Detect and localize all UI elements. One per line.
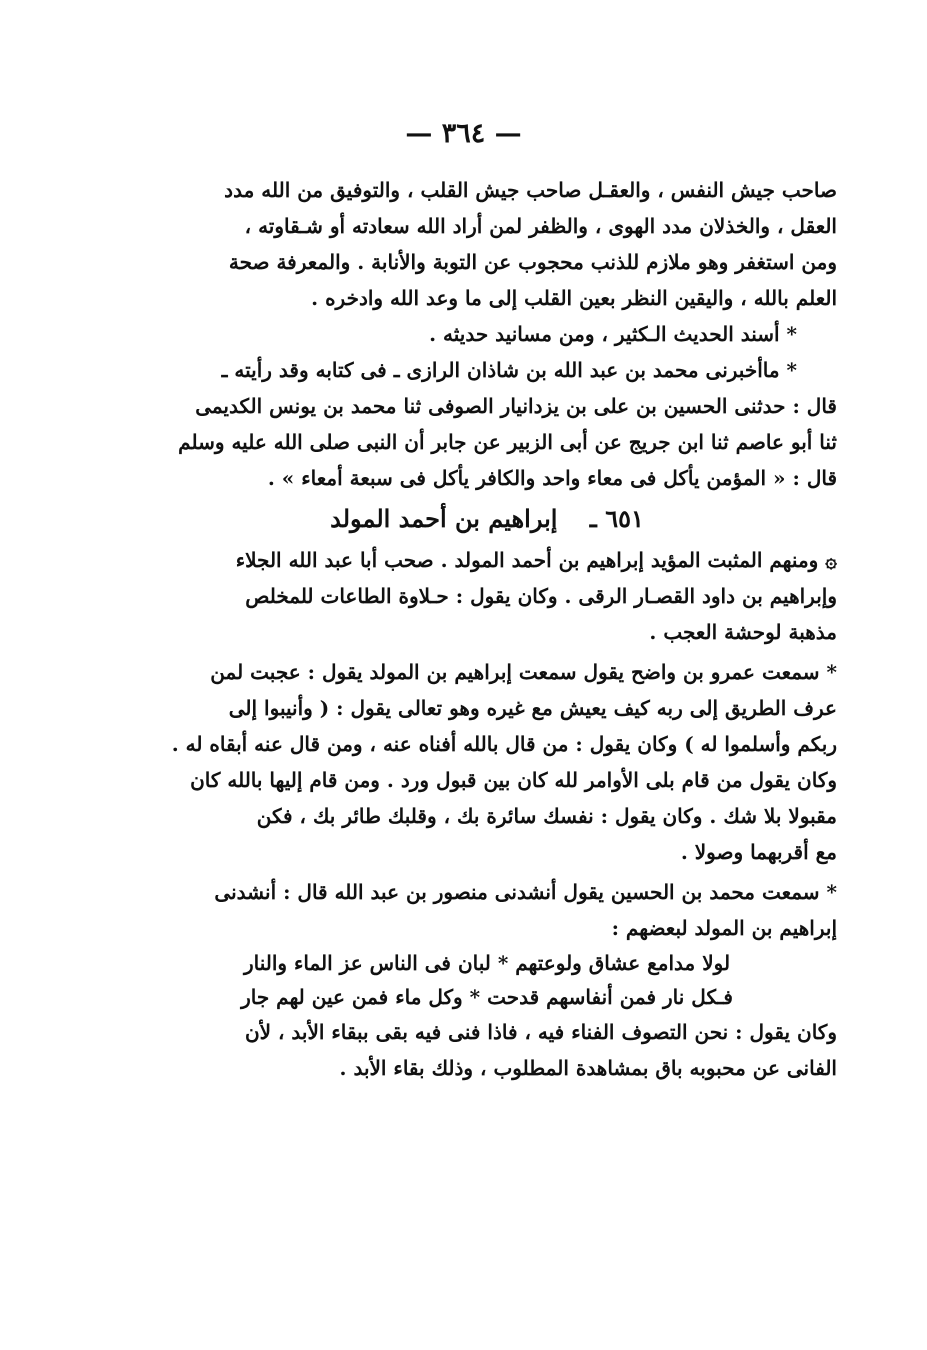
- text-line: مذهبة لوحشة العجب .: [649, 620, 837, 644]
- text-line: قال : « المؤمن يأكل فى معاء واحد والكافر يأكل فى سبعة أمعاء » .: [267, 466, 837, 490]
- text-line: ثنا أبو عاصم ثنا ابن جريج عن أبى الزبير عن جابر أن النبى صلى الله عليه وسلم: [178, 430, 837, 454]
- text-line: إبراهيم بن المولد لبعضهم :: [611, 916, 837, 940]
- text-line: صاحب جيش النفس ، والعقـل صاحب جيش القلب ، والتوفيق من الله مدد: [224, 178, 837, 202]
- text-line: ۞ ومنهم المثبت المؤيد إبراهيم بن أحمد المولد . صحب أبا عبد الله الجلاء: [235, 548, 837, 572]
- page-body: [137, 172, 837, 1086]
- page-number: — ٣٦٤ —: [405, 118, 522, 149]
- text-line: العلم بالله ، واليقين النظر بعين القلب إلى ما وعد الله وادخره .: [311, 286, 837, 310]
- text-line: * سمعت محمد بن الحسين يقول أنشدنى منصور بن عبد الله قال : أنشدنى: [214, 880, 837, 904]
- text-line: الفانى عن محبوبه باق بمشاهدة المطلوب ، وذلك بقاء الأبد .: [339, 1056, 837, 1080]
- text-line: وكان يقول من قام بلى الأوامر لله كان بين قبول ورد . ومن قام إليها بالله كان: [190, 768, 837, 792]
- text-line: ومن استغفر وهو ملازم للذنب محجوب عن التوبة والأنابة . والمعرفة صحة: [228, 250, 837, 274]
- poem-verse: فـكل نار فمن أنفاسهم قدحت * وكل ماء فمن عين لهم جار: [241, 985, 733, 1009]
- text-line: مع أقربهما وصولا .: [680, 840, 837, 864]
- text-line: وإبراهيم بن داود القصـار الرقى . وكان يقول : حـلاوة الطاعات للمخلص: [245, 584, 837, 608]
- entry-heading: [137, 498, 837, 540]
- text-line: قال : حدثنى الحسين بن على بن يزدانيار الصوفى ثنا محمد بن يونس الكديمى: [195, 394, 837, 418]
- text-line: * ماأخبرنى محمد بن عبد الله بن شاذان الرازى ـ فى كتابه وقد رأيته ـ: [221, 358, 797, 382]
- text-line: وكان يقول : نحن التصوف الفناء فيه ، فاذا فنى فيه بقى ببقاء الأبد ، لأن: [244, 1020, 837, 1044]
- text-line: مقبولا بلا شك . وكان يقول : نفسك سائرة بك ، وقلبك طائر بك ، فكن: [256, 804, 837, 828]
- text-line: العقل ، والخذلان مدد الهوى ، والظفر لمن أراد الله سعادته أو شـقاوته ،: [244, 214, 837, 238]
- text-line: ربكم وأسلموا له ) وكان يقول : من قال بالله أفناه عنه ، ومن قال عنه أبقاه له .: [171, 732, 837, 756]
- text-line: عرف الطريق إلى ربه كيف يعيش مع غيره وهو تعالى يقول : ( وأنيبوا إلى: [228, 696, 837, 720]
- entry-name: إبراهيم بن أحمد المولد: [330, 504, 558, 533]
- text-line: * أسند الحديث الـكثير ، ومن مسانيد حديثه .: [429, 322, 797, 346]
- text-line: * سمعت عمرو بن واضح يقول سمعت إبراهيم بن المولد يقول : عجبت لمن: [210, 660, 837, 684]
- poem-verse: لولا مدامع عشاق ولوعتهم * لبان فى الناس عز الماء والنار: [243, 951, 731, 975]
- entry-number: ٦٥١ ـ: [589, 504, 644, 533]
